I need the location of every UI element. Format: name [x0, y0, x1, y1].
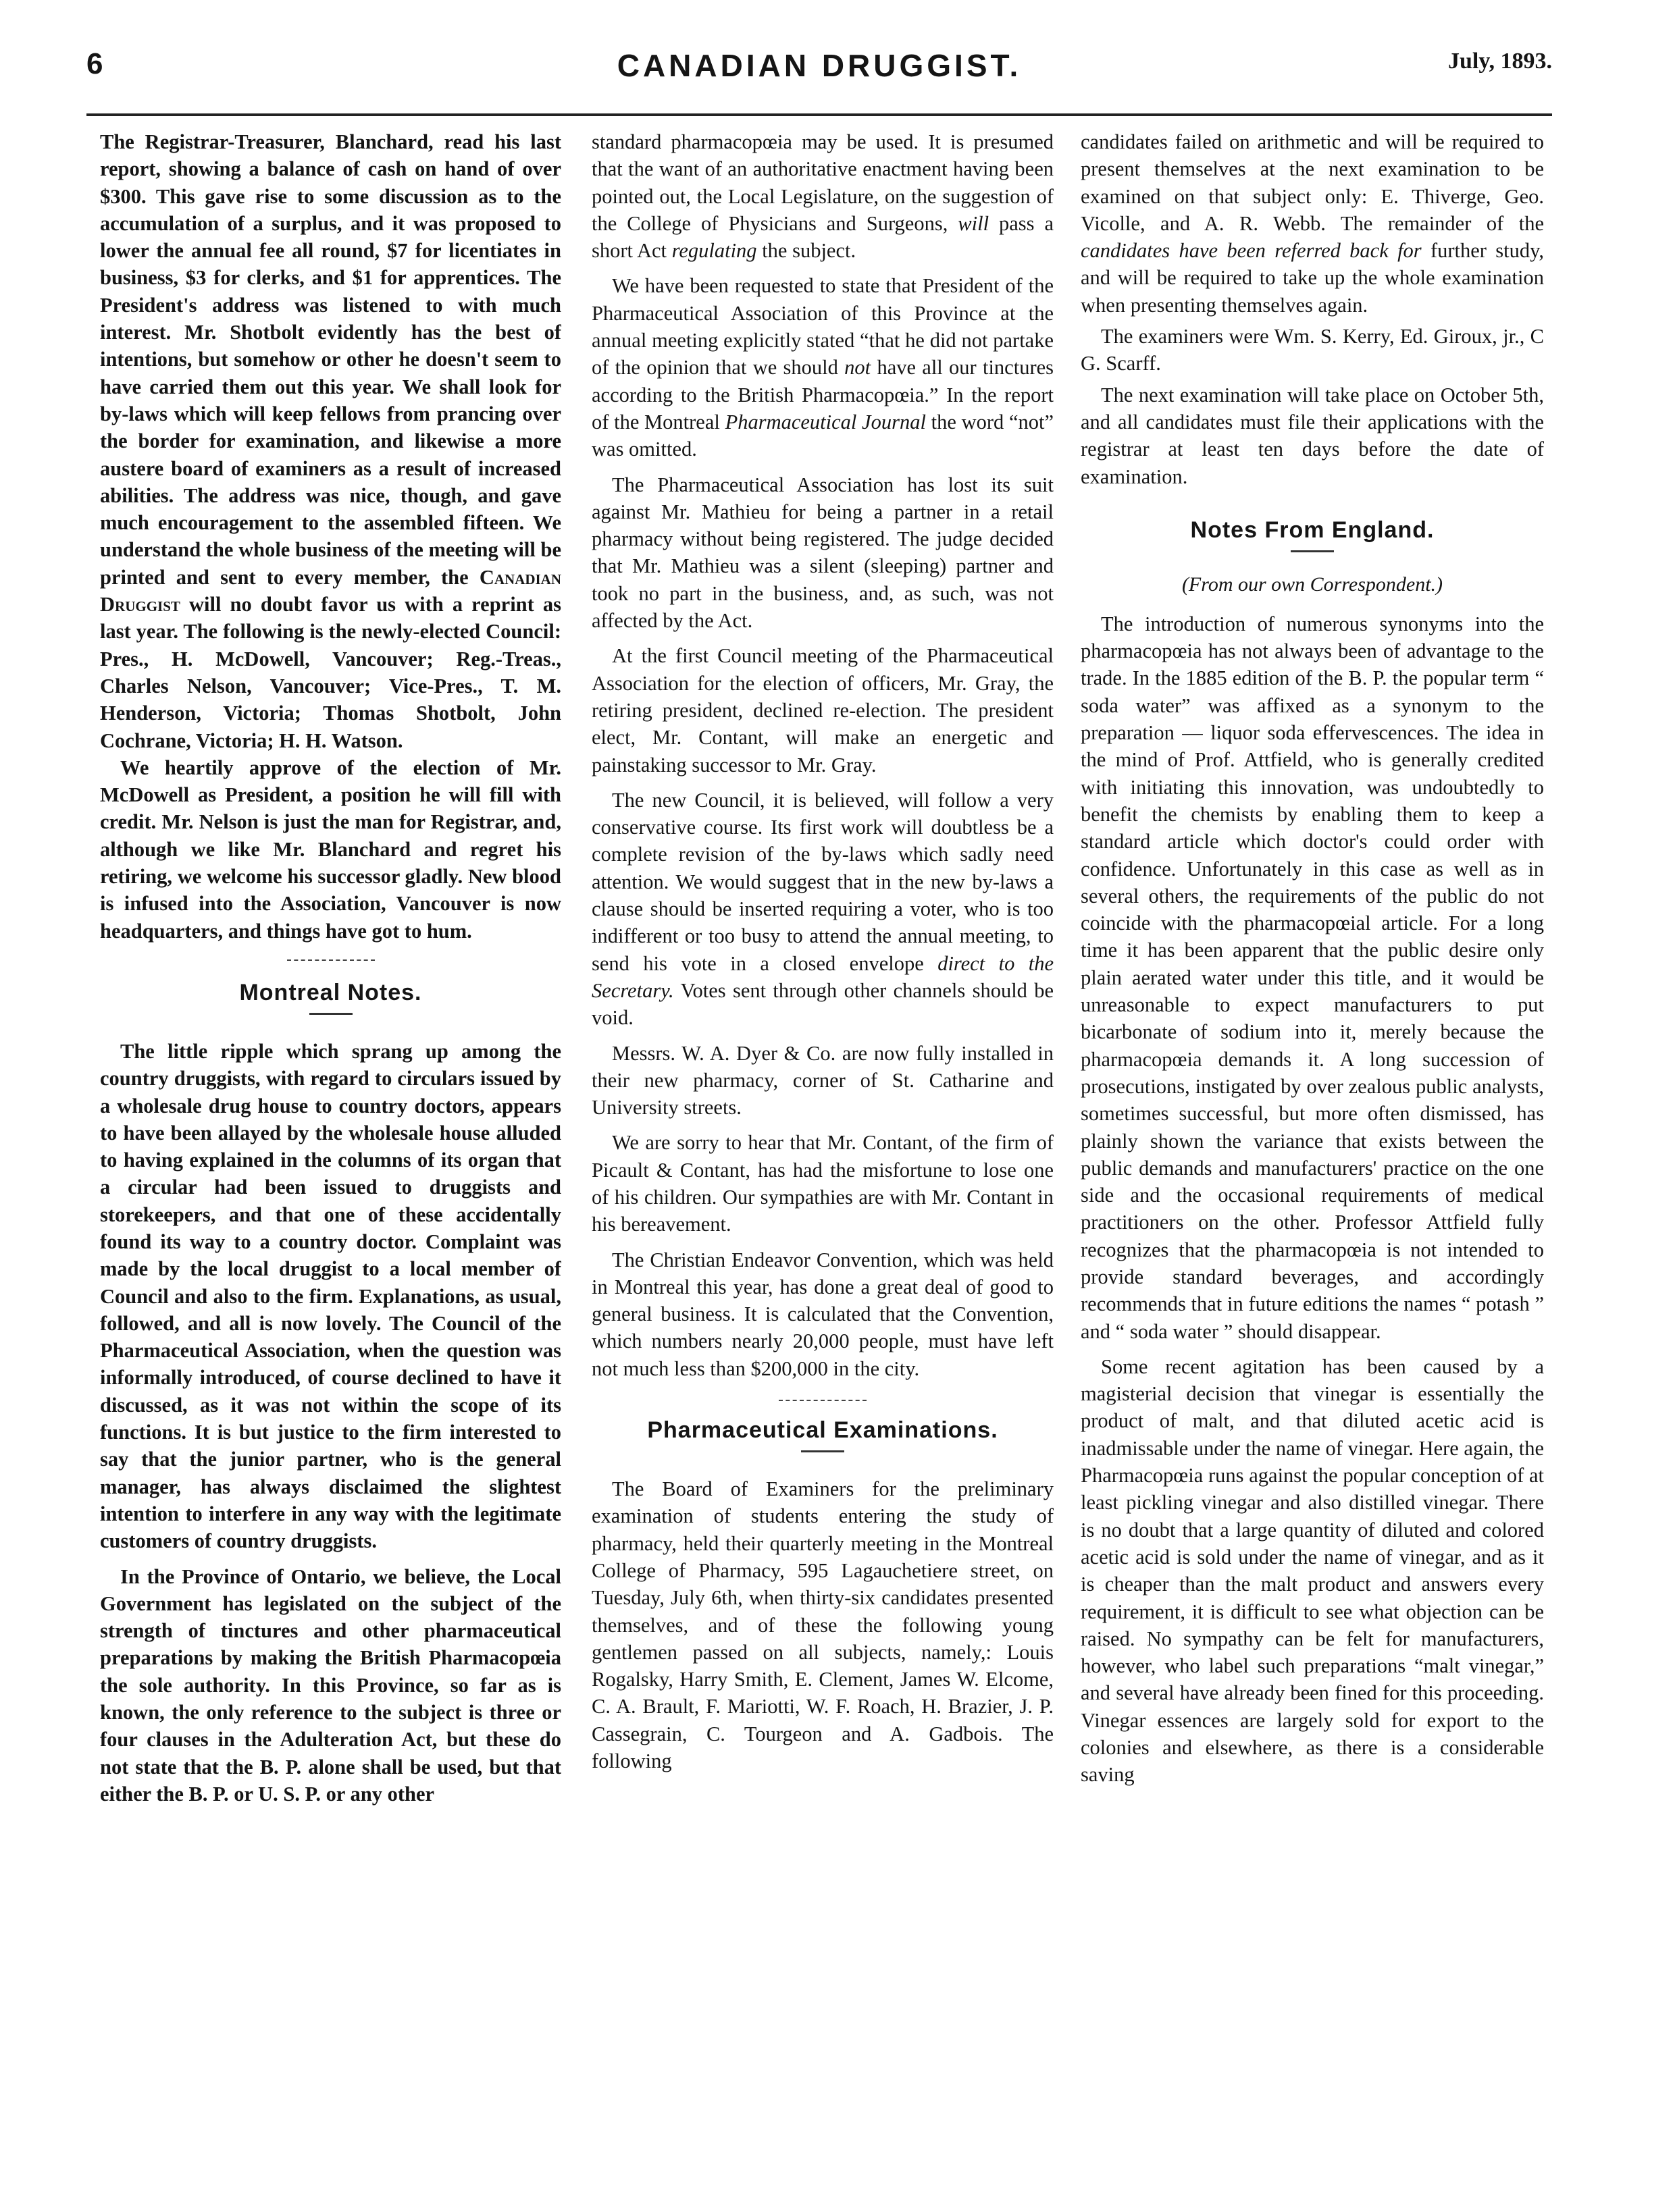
issue-date: July, 1893.	[1448, 49, 1552, 74]
running-header	[86, 47, 1552, 95]
paragraph: The Board of Examiners for the preliminary examination of students entering the study of pharmacy, held their quarterly meeting in the Montreal College of Pharmacy, 595 Lagauchetiere street, on Tuesday, July 6th, when thirty-six candidates presented themselves, and of these the following young gentlemen passed on all subjects, namely,: Louis Rogalsky, Harry Smith, E. Clement, James W. Elcome, C. A. Brault, F. Mariotti, W. F. Roach, H. Brazier, J. P. Cassegrain, C. Tourgeon and A. Gadbois. The following	[592, 1477, 1054, 1773]
section-divider	[592, 1400, 1054, 1401]
column-3	[1081, 128, 1544, 2167]
column-2	[592, 128, 1054, 2167]
paragraph: At the first Council meeting of the Pharmaceutical Association for the election of officers, Mr. Gray, the retiring president, declined re-election. The president elect, Mr. Contant, will make an energetic and painstaking successor to Mr. Gray.	[592, 644, 1054, 776]
heading-rule	[1291, 550, 1334, 552]
paragraph: standard pharmacopœia may be used. It is presumed that the want of an authoritative enactment having been pointed out, the Local Legislature, on the suggestion of the College of Physicians and Surgeons, will pass a short Act regulating the subject.	[592, 130, 1054, 263]
heading-rule	[309, 1013, 353, 1015]
paragraph: We heartily approve of the election of Mr. McDowell as President, a position he will fill with credit. Mr. Nelson is just the man for Registrar, and, although we like Mr. Blanchard and regret his retiring, we welcome his successor gladly. New blood is infused into the Association, Vancouver is now headquarters, and things have got to hum.	[100, 756, 561, 943]
paragraph: The little ripple which sprang up among the country druggists, with regard to circulars issued by a wholesale drug house to country doctors, appears to have been allayed by the wholesale house alluded to having explained in the columns of its organ that a circular had been issued to druggists and storekeepers, and that one of these accidentally found its way to a country doctor. Complaint was made by the local druggist to a local member of Council and also to the firm. Explanations, as usual, followed, and all is now lovely. The Council of the Pharmaceutical Association, when the question was informally introduced, of course declined to have it discussed, as it was not within the scope of its functions. It is but justice to the firm interested to say that the junior partner, who is the general manager, has always disclaimed the slightest intention to interfere in any way with the legitimate customers of country druggists.	[100, 1039, 561, 1553]
heading-rule	[801, 1450, 844, 1452]
paragraph: candidates failed on arithmetic and will be required to present themselves at the next examination to be examined on that subject only: E. Thiverge, Geo. Vicolle, and A. R. Webb. The remainder of the candidates have been referred back for further study, and will be required to take up the whole examination when presenting themselves again.	[1081, 130, 1544, 317]
publication-title: CANADIAN DRUGGIST.	[617, 48, 1022, 83]
paragraph: In the Province of Ontario, we believe, the Local Government has legislated on the subject of the strength of tinctures and other pharmaceutical preparations by making the British Pharmacopœia the sole authority. In this Province, so far as is known, the only reference to the subject is three or four clauses in the Adulteration Act, but these do not state that the B. P. alone shall be used, but that either the B. P. or U. S. P. or any other	[100, 1564, 561, 1806]
paragraph: The Christian Endeavor Convention, which was held in Montreal this year, has done a great deal of good to general business. It is calculated that the Convention, which numbers nearly 20,000 people, must have left not much less than $200,000 in the city.	[592, 1248, 1054, 1380]
section-heading-pharmaceutical-examinations: Pharmaceutical Examinations.	[647, 1417, 998, 1444]
paragraph: The examiners were Wm. S. Kerry, Ed. Giroux, jr., C G. Scarff.	[1081, 325, 1544, 375]
section-heading-notes-from-england: Notes From England.	[1190, 517, 1435, 543]
paragraph: We have been requested to state that President of the Pharmaceutical Association of this Province at the annual meeting explicitly stated “that he did not partake of the opinion that we should not have all our tinctures according to the British Pharmacopœia.” In the report of the Montreal Pharmaceutical Journal the word “not” was omitted.	[592, 274, 1054, 461]
paragraph: We are sorry to hear that Mr. Contant, of the firm of Picault & Contant, has had the misfortune to lose one of his children. Our sympathies are with Mr. Contant in his bereavement.	[592, 1131, 1054, 1236]
paragraph: Some recent agitation has been caused by a magisterial decision that vinegar is essentially the product of malt, and that diluted acetic acid is inadmissable under the name of vinegar. Here again, the Pharmacopœia runs against the popular conception of at least pickling vinegar and also distilled vinegar. There is no doubt that a large quantity of diluted and colored acetic acid is sold under the name of vinegar, and as it is cheaper than the malt product and answers every requirement, it is difficult to see what objection can be raised. No sympathy can be felt for manufacturers, however, who label such preparations “malt vinegar,” and several have already been fined for this proceeding. Vinegar essences are largely sold for export to the colonies and elsewhere, as there is a considerable saving	[1081, 1354, 1544, 1787]
header-rule	[86, 113, 1552, 116]
section-divider	[100, 959, 561, 961]
paragraph: The new Council, it is believed, will follow a very conservative course. Its first work will doubtless be a complete revision of the by-laws which sadly need attention. We would suggest that in the new by-laws a clause should be inserted requiring a voter, who is too indifferent or too busy to attend the annual meeting, to send his vote in a closed envelope direct to the Secretary. Votes sent through other channels should be void.	[592, 788, 1054, 1030]
paragraph: The introduction of numerous synonyms into the pharmacopœia has not always been of advantage to the trade. In the 1885 edition of the B. P. the popular term “ soda water” was affixed as a synonym to the preparation — liquor soda effervescences. The idea in the mind of Prof. Attfield, who is generally credited with initiating this innovation, was undoubtedly to benefit the chemists by enabling them to keep a standard article which doctor's could order with confidence. Unfortunately in this case as well as in several others, the requirements of the public do not coincide with the pharmacopœial article. For a long time it has been apparent that the public desire only plain aerated water under this title, and it would be unreasonable to expect manufacturers to put bicarbonate of sodium into it, merely because the pharmacopœia demands it. A long succession of prosecutions, instigated by over zealous public analysts, sometimes successful, but more often dismissed, has plainly shown the variance that exists between the public demands and manufacturers' practice on the one side and the occasional requirements of medical practitioners on the other. Professor Attfield fully recognizes that the pharmacopœia is not intended to provide standard beverages, and accordingly recommends that in future editions the names “ potash ” and “ soda water ” should disappear.	[1081, 612, 1544, 1343]
page-number: 6	[86, 47, 103, 80]
paragraph: Messrs. W. A. Dyer & Co. are now fully installed in their new pharmacy, corner of St. Catharine and University streets.	[592, 1041, 1054, 1120]
paragraph: The next examination will take place on October 5th, and all candidates must file their applications with the registrar at least ten days before the date of examination.	[1081, 383, 1544, 488]
section-heading-montreal-notes: Montreal Notes.	[239, 979, 422, 1005]
column-1	[100, 128, 561, 2167]
paragraph: The Pharmaceutical Association has lost its suit against Mr. Mathieu for being a partner in a retail pharmacy without being registered. The judge decided that Mr. Mathieu was a silent (sleeping) partner and took no part in the business, and, as such, was not affected by the Act.	[592, 473, 1054, 633]
paragraph: The Registrar-Treasurer, Blanchard, read his last report, showing a balance of cash on hand of over $300. This gave rise to some discussion as to the accumulation of a surplus, and it was proposed to lower the annual fee all round, $7 for licentiates in business, $3 for clerks, and $1 for apprentices. The President's address was listened to with much interest. Mr. Shotbolt evidently has the best of intentions, but somehow or other he doesn't seem to have carried them out this year. We shall look for by-laws which will keep fellows from prancing over the border for examination, and likewise a more austere board of examiners as a result of increased abilities. The address was nice, though, and gave much encouragement to the assembled fifteen. We understand the whole business of the meeting will be printed and sent to every member, the Canadian Druggist will no doubt favor us with a reprint as last year. The following is the newly-elected Council: Pres., H. McDowell, Vancouver; Reg.-Treas., Charles Nelson, Vancouver; Vice-Pres., T. M. Henderson, Victoria; Thomas Shotbolt, John Cochrane, Victoria; H. H. Watson.	[100, 130, 561, 752]
byline: (From our own Correspondent.)	[1181, 573, 1443, 596]
